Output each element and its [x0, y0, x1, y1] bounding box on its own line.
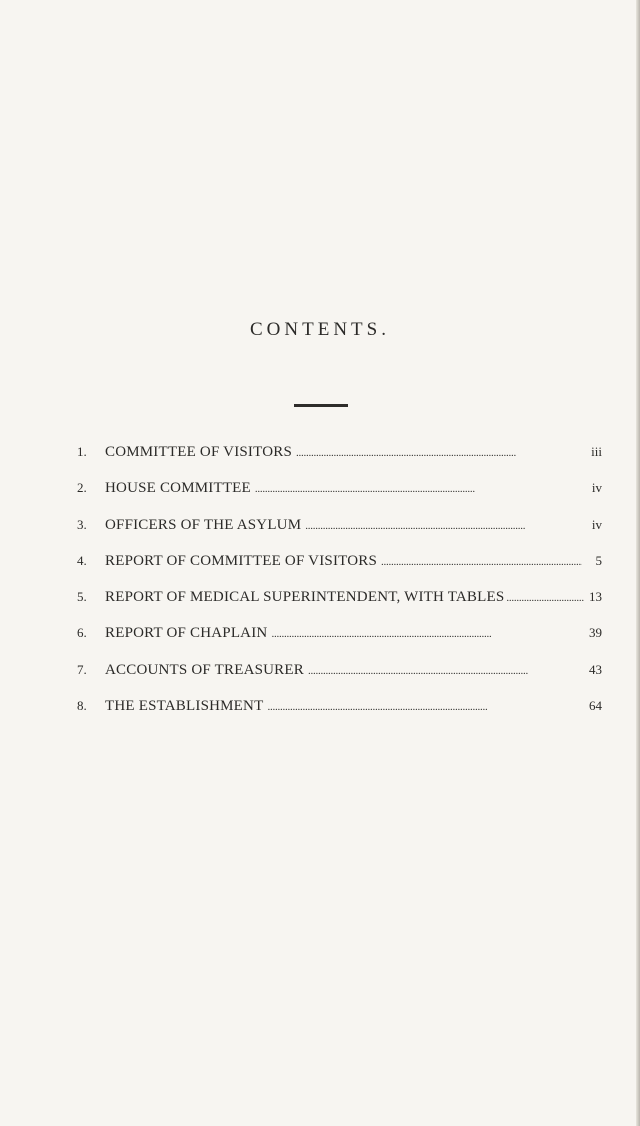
toc-entry-label: REPORT OF COMMITTEE OF VISITORS [105, 552, 378, 569]
toc-entry-report-of-medical-superintendent[interactable] [77, 589, 602, 625]
toc-entry-label: HOUSE COMMITTEE [105, 480, 251, 497]
toc-entry-label: OFFICERS OF THE ASYLUM [105, 516, 302, 533]
dot-leader [255, 483, 582, 495]
toc-entry-label: THE ESTABLISHMENT [105, 698, 264, 715]
toc-entry-number: 4. [77, 552, 87, 568]
toc-entry-page: 39 [589, 625, 602, 641]
toc-entry-page: 64 [589, 698, 602, 714]
dot-leader [381, 556, 582, 568]
dot-leader [506, 592, 584, 604]
page-edge [636, 0, 640, 1126]
toc-entry-house-committee[interactable] [77, 480, 602, 516]
title-rule [294, 404, 348, 407]
page-title: CONTENTS. [250, 319, 390, 340]
toc-entry-page: iii [591, 444, 602, 459]
toc-entry-report-of-committee-of-visitors[interactable] [77, 553, 602, 589]
toc-entry-number: 7. [77, 661, 87, 677]
dot-leader [308, 665, 582, 677]
toc-entry-label: ACCOUNTS OF TREASURER [105, 661, 304, 678]
toc-entry-page: 43 [589, 661, 602, 677]
toc-entry-page: 13 [589, 589, 602, 605]
toc-entry-label: REPORT OF MEDICAL SUPERINTENDENT, WITH TABLES [105, 589, 505, 606]
toc-entry-number: 8. [77, 698, 87, 714]
toc-entry-label: REPORT OF CHAPLAIN [105, 625, 268, 642]
toc-entry-number: 2. [77, 480, 87, 496]
toc-entry-report-of-chaplain[interactable] [77, 625, 602, 661]
toc-entry-number: 6. [77, 625, 87, 641]
dot-leader [267, 701, 582, 713]
toc-entry-page: iv [591, 480, 602, 496]
toc-entry-officers-of-the-asylum[interactable] [77, 517, 602, 553]
toc-entry-number: 3. [77, 516, 87, 532]
toc-entry-page: iv [591, 516, 602, 532]
dot-leader [305, 520, 582, 532]
dot-leader [271, 628, 582, 640]
toc-entry-number: 1. [77, 444, 87, 459]
toc-entry-the-establishment[interactable] [77, 698, 602, 734]
toc-entry-page: 5 [595, 552, 602, 568]
dot-leader [296, 447, 582, 459]
toc-entry-accounts-of-treasurer[interactable] [77, 662, 602, 698]
toc-entry-committee-of-visitors[interactable] [77, 444, 602, 480]
toc-entry-label: COMMITTEE OF VISITORS [105, 444, 292, 460]
toc-entry-number: 5. [77, 589, 87, 605]
table-of-contents [77, 444, 602, 734]
